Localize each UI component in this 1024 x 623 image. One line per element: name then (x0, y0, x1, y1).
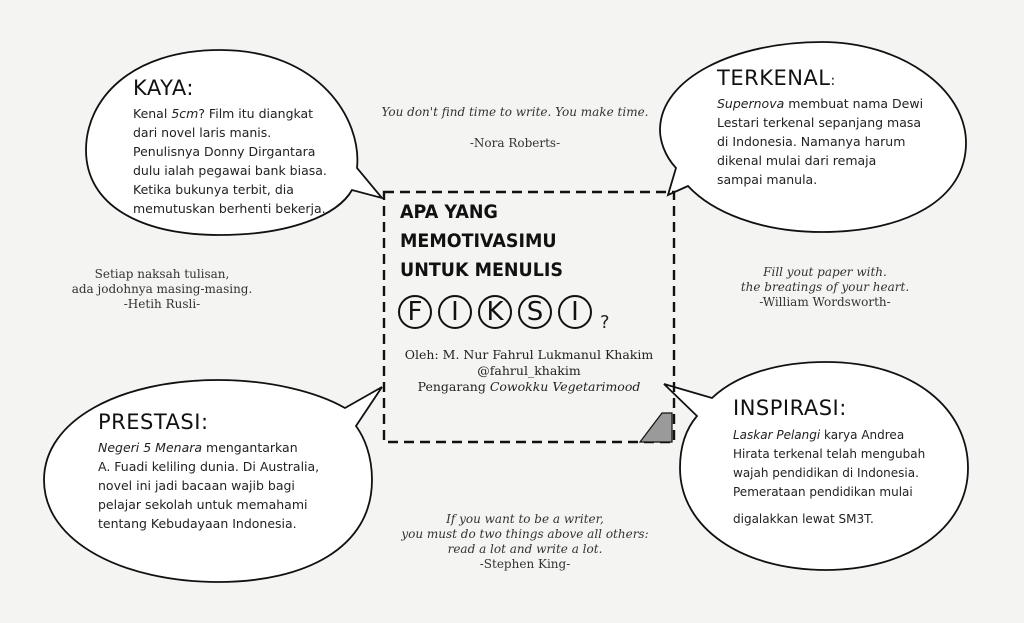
letter-circle: I (558, 295, 592, 329)
center-byline (388, 347, 670, 395)
letter-circle: I (438, 295, 472, 329)
byline-book (388, 379, 670, 395)
quote-author: -Hetih Rusli- (123, 297, 201, 311)
quote-italic: read a lot and write a lot. (447, 542, 603, 556)
letter-circle: F (398, 295, 432, 329)
text-segment: Pengarang (417, 379, 486, 394)
quote-line (720, 265, 930, 280)
bubble-inspirasi-body (733, 426, 925, 529)
fiksi-letters (398, 295, 610, 333)
bubble-inspirasi-line: digalakkan lewat SM3T. (733, 512, 874, 526)
bubble-kaya-line: memutuskan berhenti bekerja. (133, 201, 326, 216)
center-title (400, 198, 577, 285)
quote-italic: the breatings of your heart. (740, 280, 910, 294)
bubble-terkenal-line: sampai manula. (717, 172, 818, 187)
book-title: Supernova (717, 96, 785, 111)
bubble-kaya-line: Ketika bukunya terbit, dia (133, 182, 294, 197)
center-title-line: UNTUK MENULIS (400, 259, 563, 281)
letter-circle: S (518, 295, 552, 329)
bubble-kaya-line: Penulisnya Donny Dirgantara (133, 144, 316, 159)
bubble-terkenal-body (717, 94, 923, 189)
quote-author: -William Wordsworth- (759, 295, 891, 309)
byline-handle: @fahrul_khakim (477, 363, 581, 378)
byline-author: Oleh: M. Nur Fahrul Lukmanul Khakim (404, 347, 654, 362)
quote-author: -Nora Roberts- (469, 136, 561, 150)
text-segment: membuat nama Dewi (784, 96, 924, 111)
bubble-inspirasi-line: Pemerataan pendidikan mulai (733, 485, 913, 499)
quote-line (370, 542, 680, 557)
quote-line (720, 280, 930, 295)
bubble-inspirasi-line: Hirata terkenal telah mengubah (733, 447, 926, 461)
bubble-prestasi-line (98, 438, 319, 457)
center-title-line: APA YANG (400, 201, 498, 223)
quote-italic: Fill yout paper with. (763, 265, 887, 279)
quote-hetih-rusli (52, 267, 272, 312)
text-segment: Kenal (133, 106, 168, 121)
quote-stephen-king (370, 512, 680, 572)
bubble-terkenal-line (717, 94, 923, 113)
bubble-prestasi-line: tentang Kebudayaan Indonesia. (98, 516, 297, 531)
quote-line (370, 512, 680, 527)
bubble-inspirasi-line: wajah pendidikan di Indonesia. (733, 466, 919, 480)
title-colon: : (830, 73, 836, 89)
bubble-terkenal-title (717, 66, 923, 90)
book-title: Negeri 5 Menara (98, 440, 203, 455)
bubble-prestasi-line: novel ini jadi bacaan wajib bagi (98, 478, 295, 493)
quote-text (360, 105, 670, 120)
bubble-terkenal (717, 66, 923, 189)
bubble-inspirasi (733, 396, 925, 529)
text-segment: mengantarkan (202, 440, 298, 455)
bubble-kaya-line (133, 104, 327, 123)
bubble-kaya-line: dulu ialah pegawai bank biasa. (133, 163, 327, 178)
question-mark: ? (600, 312, 610, 333)
bubble-prestasi-line: pelajar sekolah untuk memahami (98, 497, 308, 512)
title-text: TERKENAL (717, 66, 831, 90)
text-segment: karya Andrea (820, 428, 905, 442)
letter-circle: K (478, 295, 512, 329)
bubble-inspirasi-line (733, 426, 925, 445)
bubble-terkenal-line: di Indonesia. Namanya harum (717, 134, 906, 149)
bubble-terkenal-line: Lestari terkenal sepanjang masa (717, 115, 922, 130)
quote-italic: you must do two things above all others: (401, 527, 649, 541)
bubble-kaya-line: dari novel laris manis. (133, 125, 272, 140)
quote-italic: If you want to be a writer, (446, 512, 604, 526)
folded-corner (640, 413, 672, 442)
bubble-inspirasi-title: INSPIRASI: (733, 396, 847, 420)
bubble-kaya-title: KAYA: (133, 76, 194, 100)
quote-line: Setiap naksah tulisan, (94, 267, 230, 281)
quote-nora-roberts (360, 105, 670, 151)
book-title: Laskar Pelangi (733, 428, 821, 442)
text-segment: ? Film itu diangkat (198, 106, 314, 121)
quote-line: ada jodohnya masing-masing. (71, 282, 253, 296)
bubble-prestasi-line: A. Fuadi keliling dunia. Di Australia, (98, 459, 320, 474)
bubble-prestasi-title: PRESTASI: (98, 410, 209, 434)
quote-italic: You don't find time to write. You make time. (381, 105, 649, 119)
film-title: 5cm (171, 106, 199, 121)
bubble-terkenal-line: dikenal mulai dari remaja (717, 153, 877, 168)
book-title: Cowokku Vegetarimood (489, 379, 641, 394)
quote-william-wordsworth (720, 265, 930, 310)
bubble-prestasi (98, 410, 319, 533)
bubble-kaya (133, 76, 327, 218)
quote-author: -Stephen King- (479, 557, 571, 571)
bubble-kaya-body (133, 104, 327, 218)
bubble-prestasi-body (98, 438, 319, 533)
quote-line (370, 527, 680, 542)
center-title-line: MEMOTIVASIMU (400, 230, 557, 252)
